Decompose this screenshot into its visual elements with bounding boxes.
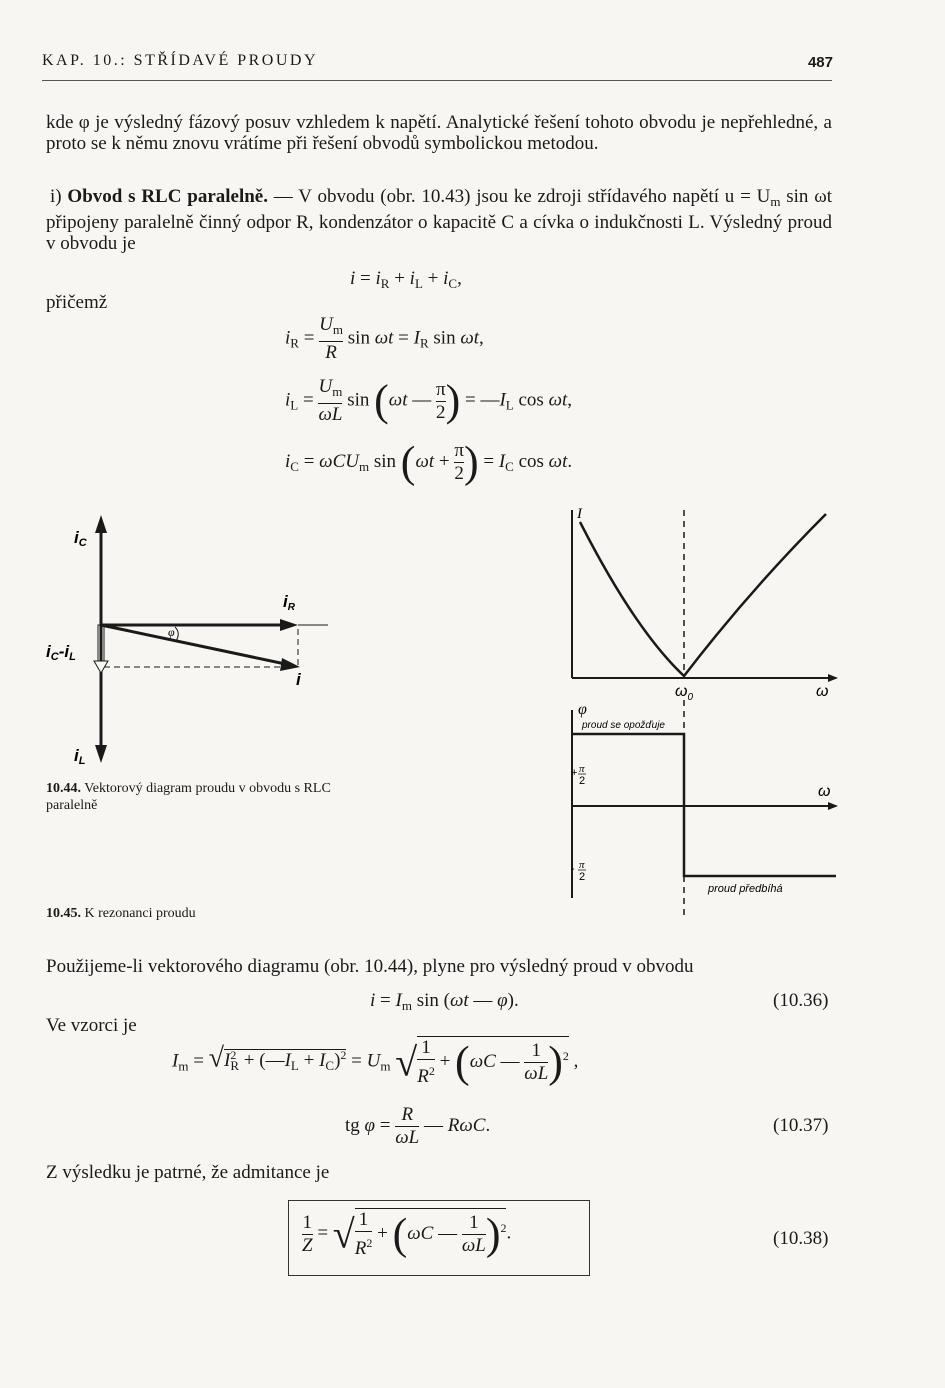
current-curve: [580, 514, 826, 676]
caption-10-44: [46, 780, 336, 814]
i-resultant-vector: [101, 625, 290, 665]
equation-number-10-38: (10.38): [773, 1228, 829, 1249]
bottom-x-arrow: [828, 802, 838, 810]
phi-label: φ: [168, 625, 175, 639]
equation-ic: $i_C = \omega CU_m$ sin (ωt + $\frac{\pi}{2}$ ) = $I_C$ cos ωt.: [285, 437, 573, 487]
caption-10-45-text: K rezonanci proudu: [84, 906, 196, 921]
lead-label: proud předbíhá: [708, 883, 783, 895]
paragraph-admittance: Z výsledku je patrné, že admitance je: [46, 1162, 330, 1183]
lag-label: proud se opožďuje: [582, 720, 665, 731]
caption-10-44-number: 10.44.: [46, 781, 81, 796]
omega0-label: $\omega_0$: [675, 683, 694, 703]
equation-tg-phi: tg φ = $\frac{R}{\omega L}$ — RωC.: [345, 1104, 491, 1148]
figure-10-45-resonance: [540, 500, 850, 925]
equation-number-10-36: (10.36): [773, 990, 829, 1011]
paragraph-rlc-part2: sin ωt připojeny paralelně činný odpor R, kondenzátor o kapacitě C a cívka o indukčnosti L. Výsledný proud v obvodu je: [46, 186, 832, 254]
equation-current-sum: $i = i_R + i_L + i_C$,: [350, 268, 462, 291]
top-y-label: I: [577, 506, 582, 522]
ir-label: iR: [283, 592, 295, 613]
top-x-arrow: [828, 674, 838, 682]
word-pricemz: přičemž: [46, 292, 108, 313]
running-head: KAP. 10.: STŘÍDAVÉ PROUDY: [42, 52, 319, 69]
minus-pi2-num: π: [579, 859, 585, 871]
paragraph-rlc: [46, 186, 832, 254]
item-letter: i): [50, 186, 68, 207]
caption-10-45-number: 10.45.: [46, 906, 81, 921]
section-heading: Obvod s RLC paralelně.: [67, 186, 268, 207]
paragraph-vector-use: Použijeme-li vektorového diagramu (obr. 10.44), plyne pro výsledný proud v obvodu: [46, 956, 694, 977]
minus-pi2-sign: -: [571, 863, 575, 875]
bottom-y-label: φ: [578, 701, 587, 718]
plus-pi2-den: 2: [579, 775, 586, 787]
phi-arc: [175, 627, 178, 641]
caption-10-45: [46, 905, 336, 922]
plus-pi2-num: π: [579, 763, 585, 775]
il-arrowhead: [95, 745, 107, 763]
plus-pi2-sign: +: [571, 767, 578, 779]
ic-label: iC: [74, 528, 87, 549]
paragraph-intro: kde φ je výsledný fázový posuv vzhledem k napětí. Analytické řešení tohoto obvodu je nepřehledné, a proto se k němu znovu vrátíme při řešení obvodů symbolickou metodou.: [46, 112, 832, 154]
i-label: i: [296, 670, 301, 689]
ic-arrowhead: [95, 515, 107, 533]
minus-pi2-den: 2: [579, 871, 586, 883]
ic-minus-il-label: iC-iL: [46, 642, 76, 663]
figure-10-44-vector-diagram: [40, 505, 340, 775]
paragraph-rlc-part1: — V obvodu (obr. 10.43) jsou ke zdroji střídavého napětí u = U: [268, 186, 771, 207]
equation-number-10-37: (10.37): [773, 1115, 829, 1136]
top-x-label: ω: [816, 683, 829, 700]
equation-admittance: $\frac{1}{Z}$ = √ $\frac{1}{R^2}$ + (ωC — $\frac{1}{\omega L}$ )$^2$.: [302, 1209, 512, 1259]
page-number: 487: [807, 54, 833, 71]
header-rule: [42, 80, 832, 81]
ir-arrowhead: [280, 619, 298, 631]
um-sub: m: [770, 194, 781, 209]
equation-im: $I_m = √I^2_R$ + $(—I_L + I_C)^2 = U_m$ √ $\frac{1}{R^2}$ + (ωC — $\frac{1}{\omega L}$ )$^2$ ,: [172, 1037, 579, 1087]
paragraph-ve-vzorci: Ve vzorci je: [46, 1015, 137, 1036]
caption-10-44-text: Vektorový diagram proudu v obvodu s RLC paralelně: [46, 781, 331, 813]
equation-ir: $i_R$ = $\frac{U_m}{R}$ $\sin \omega t = I_R$ sin ωt,: [285, 314, 484, 363]
equation-il: $i_L$ = $\frac{U_m}{\omega L}$ sin (ωt — $\frac{\pi}{2}$ ) = $—I_L$ cos ωt,: [285, 376, 573, 425]
equation-i-total: $i = I_m$ sin (ωt — φ).: [370, 990, 519, 1013]
bottom-x-label: ω: [818, 783, 831, 800]
il-label: iL: [74, 746, 86, 767]
